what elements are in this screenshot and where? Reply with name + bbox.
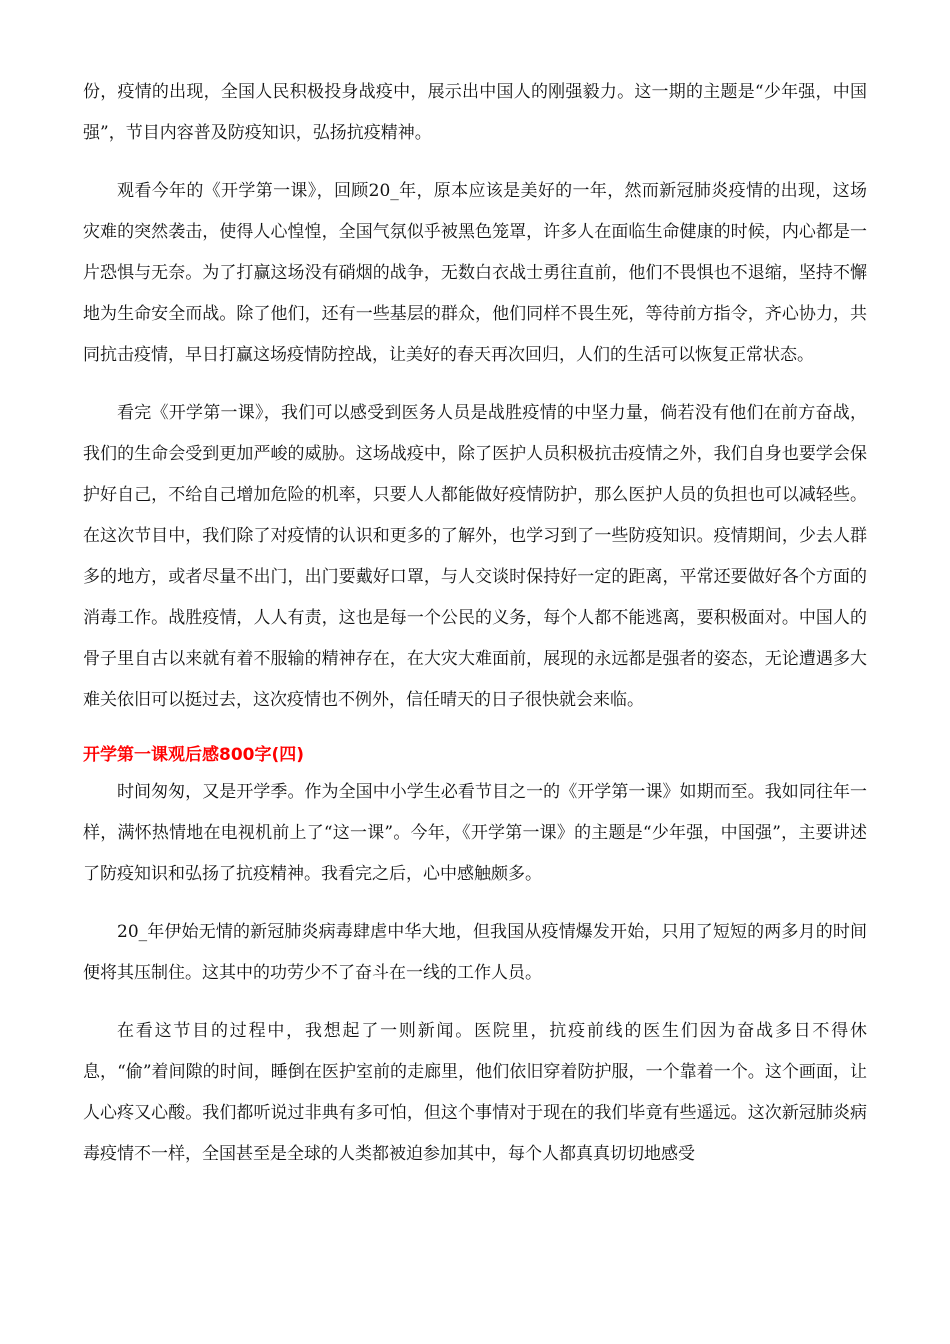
paragraph: 看完《开学第一课》，我们可以感受到医务人员是战胜疫情的中坚力量，倘若没有他们在前方奋战，我们的生命会受到更加严峻的威胁。这场战疫中，除了医护人员积极抗击疫情之外，我们自身也要学会保护好自己，不给自己增加危险的机率，只要人人都能做好疫情防护，那么医护人员的负担也可以减轻些。在这次节目中，我们除了对疫情的认识和更多的了解外，也学习到了一些防疫知识。疫情期间，少去人群多的地方，或者尽量不出门，出门要戴好口罩，与人交谈时保持好一定的距离，平常还要做好各个方面的消毒工作。战胜疫情，人人有责，这也是每一个公民的义务，每个人都不能逃离，要积极面对。中国人的骨子里自古以来就有着不服输的精神存在，在大灾大难面前，展现的永远都是强者的姿态，无论遭遇多大难关依旧可以挺过去，这次疫情也不例外，信任晴天的日子很快就会来临。 [83, 403, 867, 710]
document-page [83, 72, 867, 1192]
paragraph: 时间匆匆，又是开学季。作为全国中小学生必看节目之一的《开学第一课》如期而至。我如同往年一样，满怀热情地在电视机前上了“这一课”。今年，《开学第一课》的主题是“少年强，中国强”，主要讲述了防疫知识和弘扬了抗疫精神。我看完之后，心中感触颇多。 [83, 782, 867, 884]
section-heading: 开学第一课观后感800字(四) [83, 745, 305, 765]
paragraph: 观看今年的《开学第一课》，回顾20_年，原本应该是美好的一年，然而新冠肺炎疫情的出现，这场灾难的突然袭击，使得人心惶惶，全国气氛似乎被黑色笼罩，许多人在面临生命健康的时候，内心都是一片恐惧与无奈。为了打赢这场没有硝烟的战争，无数白衣战士勇往直前，他们不畏惧也不退缩，坚持不懈地为生命安全而战。除了他们，还有一些基层的群众，他们同样不畏生死，等待前方指令，齐心协力，共同抗击疫情，早日打赢这场疫情防控战，让美好的春天再次回归，人们的生活可以恢复正常状态。 [83, 181, 867, 365]
paragraph: 在看这节目的过程中，我想起了一则新闻。医院里，抗疫前线的医生们因为奋战多日不得休息，“偷”着间隙的时间，睡倒在医护室前的走廊里，他们依旧穿着防护服，一个靠着一个。这个画面，让人心疼又心酸。我们都听说过非典有多可怕，但这个事情对于现在的我们毕竟有些遥远。这次新冠肺炎病毒疫情不一样，全国甚至是全球的人类都被迫参加其中，每个人都真真切切地感受 [83, 1021, 867, 1164]
paragraph-continued: 份，疫情的出现，全国人民积极投身战疫中，展示出中国人的刚强毅力。这一期的主题是“少年强，中国强”，节目内容普及防疫知识，弘扬抗疫精神。 [83, 82, 867, 143]
paragraph: 20_年伊始无情的新冠肺炎病毒肆虐中华大地，但我国从疫情爆发开始，只用了短短的两多月的时间便将其压制住。这其中的功劳少不了奋斗在一线的工作人员。 [83, 922, 867, 983]
